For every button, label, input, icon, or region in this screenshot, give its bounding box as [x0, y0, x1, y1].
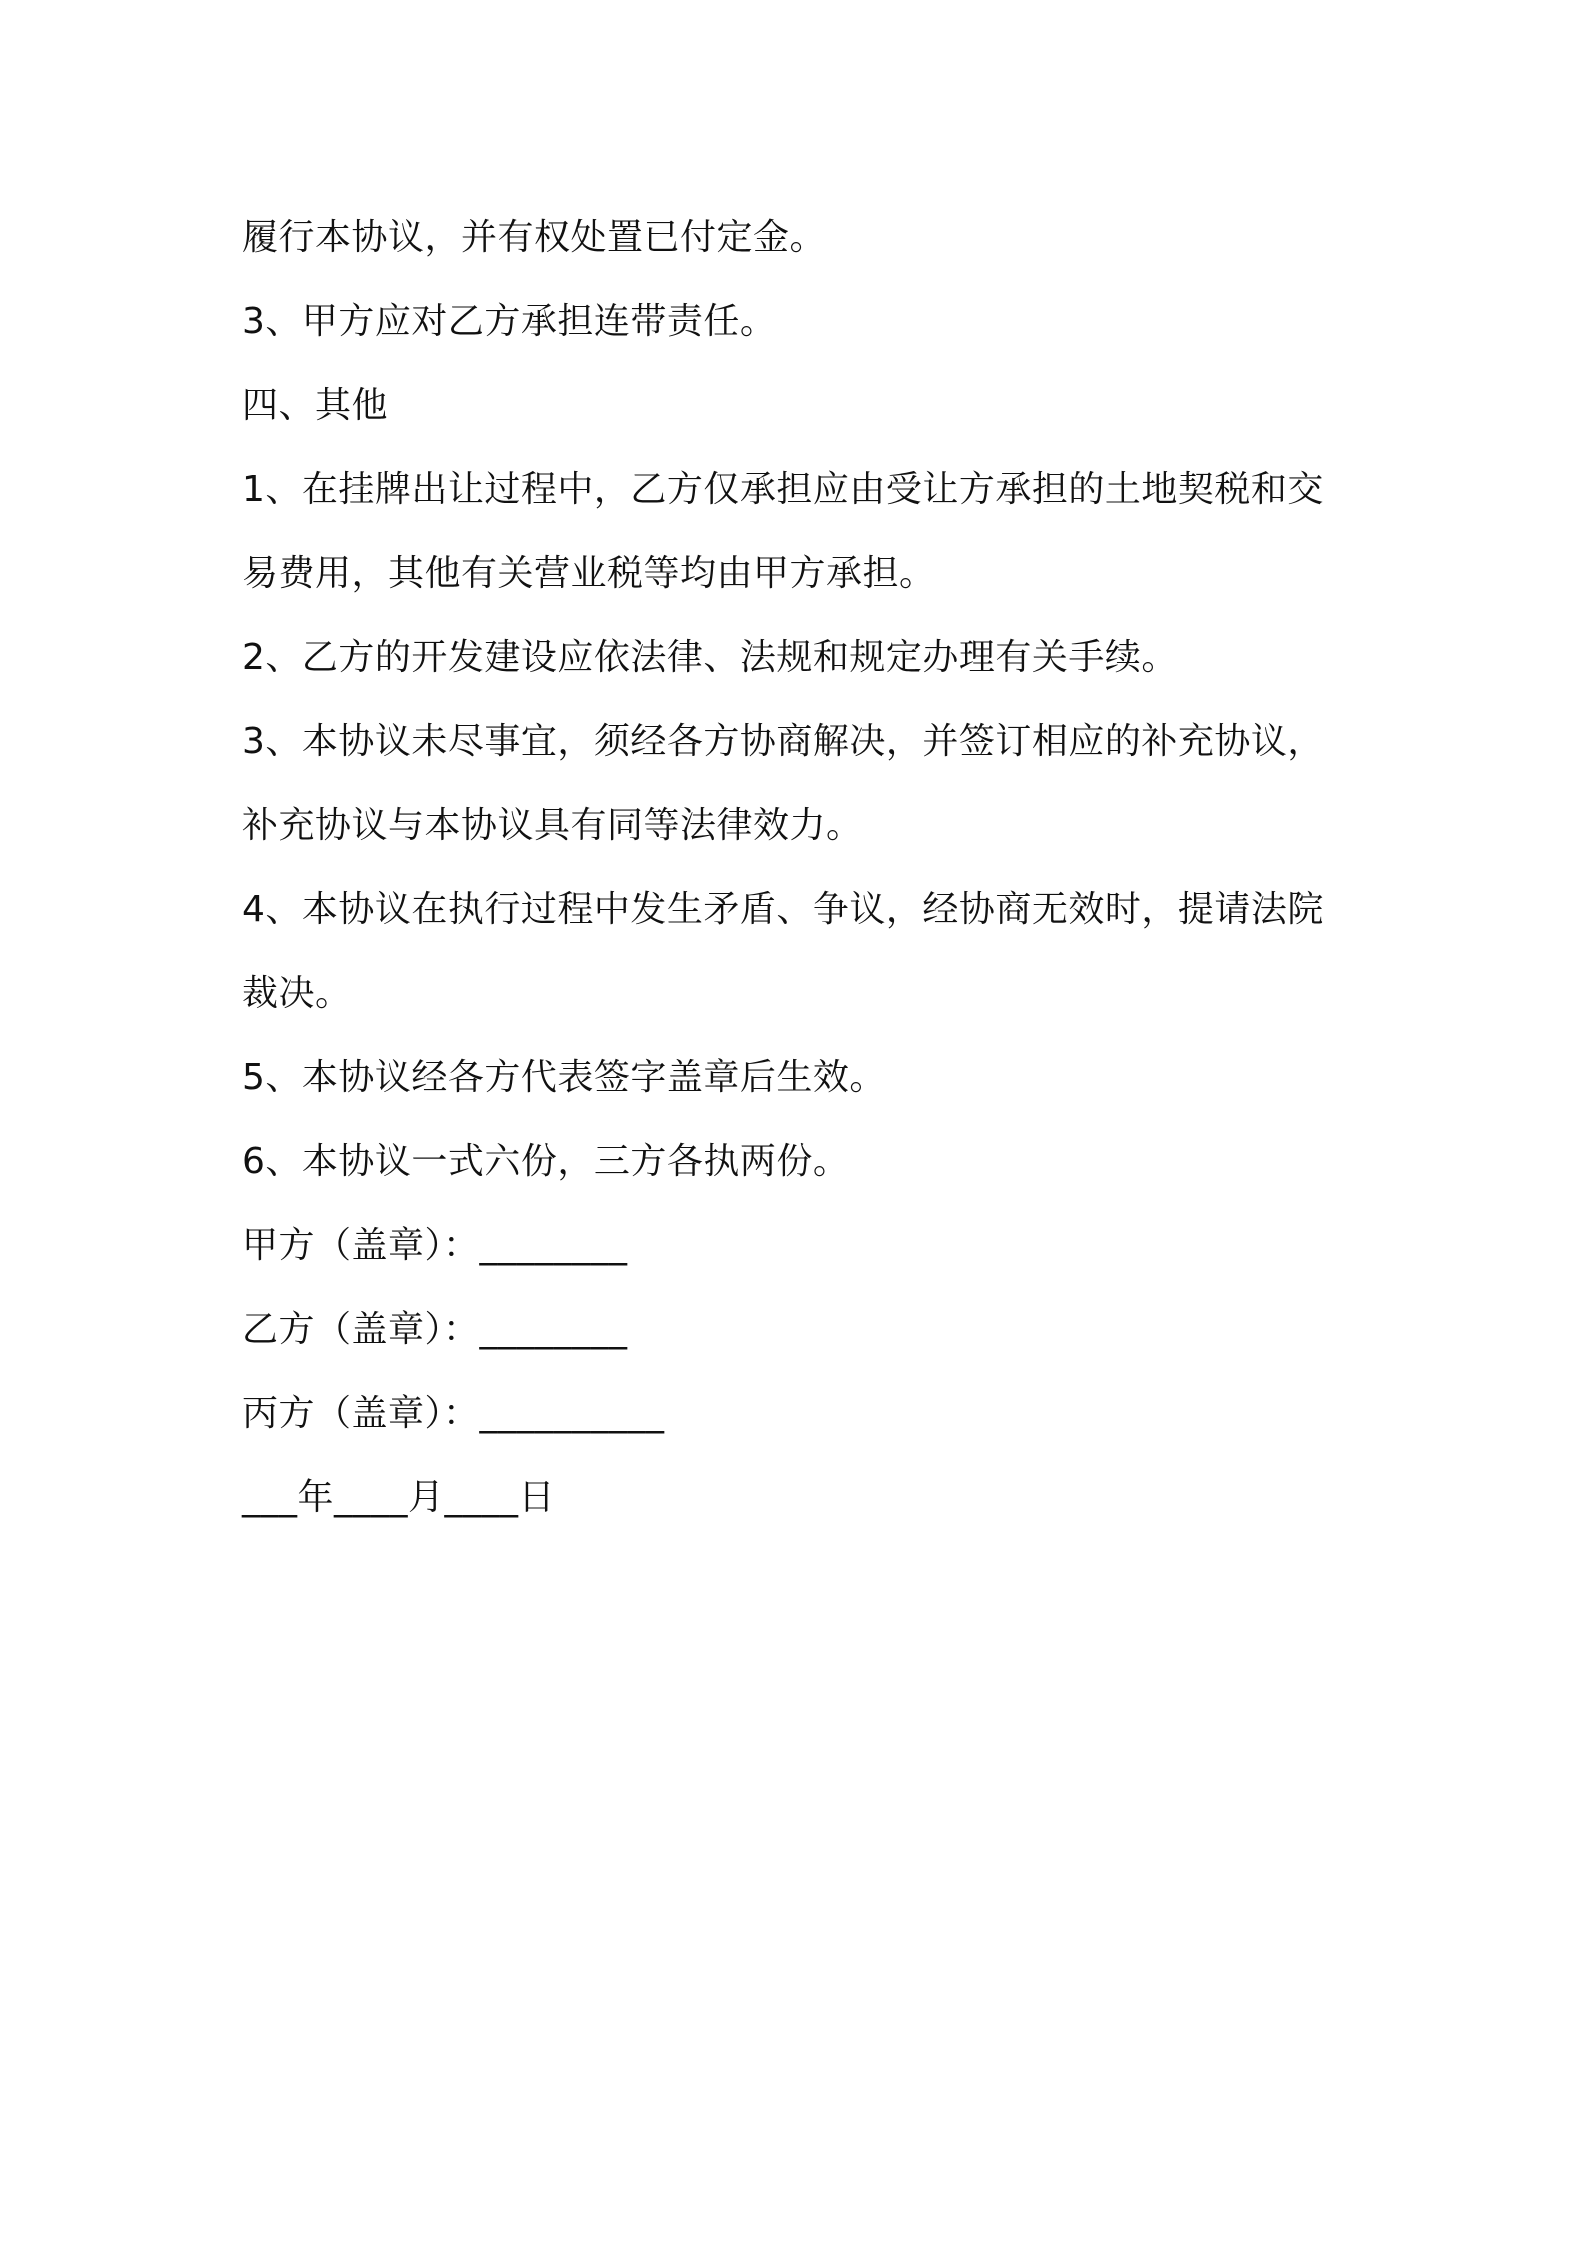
document-body — [242, 196, 1362, 1540]
clause-3-joint-liability: 3、甲方应对乙方承担连带责任。 — [242, 301, 777, 342]
clause-4-line-2: 裁决。 — [242, 973, 352, 1014]
signature-party-c: 丙方（盖章）：__________ — [242, 1393, 665, 1434]
signature-party-b: 乙方（盖章）：________ — [242, 1309, 628, 1350]
clause-3-line-1: 3、本协议未尽事宜，须经各方协商解决，并签订相应的补充协议， — [242, 721, 1324, 762]
clause-5: 5、本协议经各方代表签字盖章后生效。 — [242, 1057, 886, 1098]
section-heading-other: 四、其他 — [242, 385, 389, 426]
date-line: ___年____月____日 — [242, 1477, 556, 1518]
clause-4-line-1: 4、本协议在执行过程中发生矛盾、争议，经协商无效时，提请法院 — [242, 889, 1324, 930]
clause-2: 2、乙方的开发建设应依法律、法规和规定办理有关手续。 — [242, 637, 1178, 678]
clause-6: 6、本协议一式六份，三方各执两份。 — [242, 1141, 850, 1182]
clause-3-line-2: 补充协议与本协议具有同等法律效力。 — [242, 805, 863, 846]
clause-1-line-1: 1、在挂牌出让过程中，乙方仅承担应由受让方承担的土地契税和交 — [242, 469, 1324, 510]
clause-1-line-2: 易费用，其他有关营业税等均由甲方承担。 — [242, 553, 936, 594]
paragraph-continuation: 履行本协议，并有权处置已付定金。 — [242, 217, 827, 258]
signature-party-a: 甲方（盖章）：________ — [242, 1225, 628, 1266]
